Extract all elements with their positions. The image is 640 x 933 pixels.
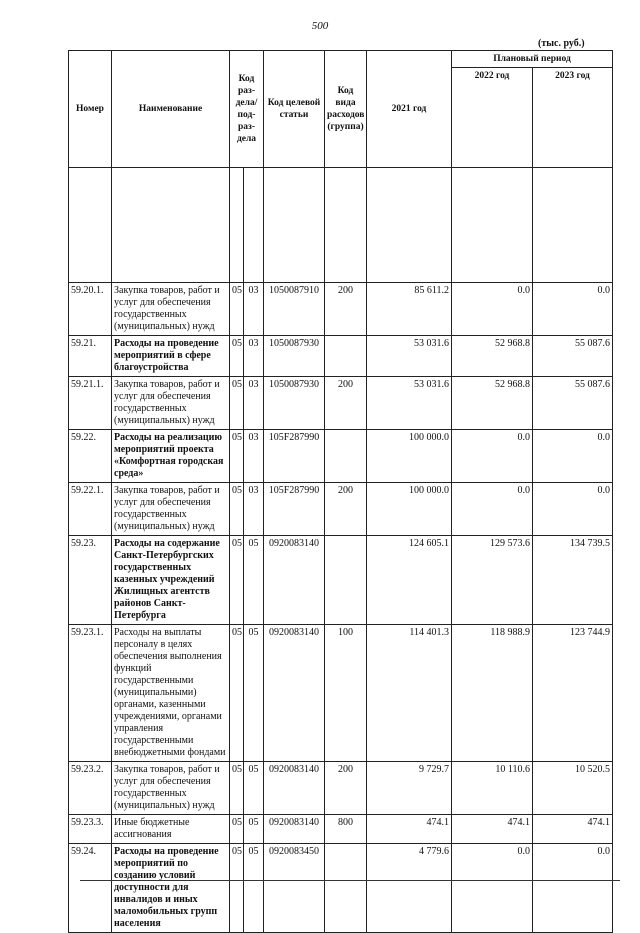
cell-2023: 0.0 xyxy=(533,483,613,536)
cell-article: 0920083140 xyxy=(264,536,325,625)
cell-article: 0920083140 xyxy=(264,762,325,815)
cell-2021: 9 729.7 xyxy=(367,762,452,815)
cell-article: 1050087930 xyxy=(264,336,325,377)
cell-section: 05 xyxy=(230,625,244,762)
table-header xyxy=(69,51,613,168)
table-row xyxy=(69,336,613,377)
cell-article: 0920083140 xyxy=(264,815,325,844)
cell-number: 59.23. xyxy=(69,536,112,625)
cell-expense-type xyxy=(325,536,367,625)
cell-2023: 123 744.9 xyxy=(533,625,613,762)
cell-2022: 52 968.8 xyxy=(452,377,533,430)
cell-2021: 53 031.6 xyxy=(367,377,452,430)
cell-name: Расходы на выплаты персоналу в целях обеспечения выполнения функций государственными (муниципальными) органами, казенными учреждениями, органами управления государственными внебюджетными фондами xyxy=(112,625,230,762)
header-name: Наименование xyxy=(112,51,230,168)
cell-2022: 0.0 xyxy=(452,844,533,933)
cell-name: Закупка товаров, работ и услуг для обеспечения государственных (муниципальных) нужд xyxy=(112,762,230,815)
table-row xyxy=(69,815,613,844)
cell-name: Закупка товаров, работ и услуг для обеспечения государственных (муниципальных) нужд xyxy=(112,483,230,536)
cell-2021: 124 605.1 xyxy=(367,536,452,625)
cell-2021: 114 401.3 xyxy=(367,625,452,762)
cell-number: 59.21.1. xyxy=(69,377,112,430)
cell-2021: 100 000.0 xyxy=(367,430,452,483)
cell-section: 05 xyxy=(230,815,244,844)
cell-section: 05 xyxy=(230,844,244,933)
cell-subsection: 03 xyxy=(244,377,264,430)
table-row xyxy=(69,625,613,762)
cell-article: 1050087930 xyxy=(264,377,325,430)
cell-name: Расходы на реализацию мероприятий проекта «Комфортная городская среда» xyxy=(112,430,230,483)
cell-2021: 100 000.0 xyxy=(367,483,452,536)
cell-2022: 474.1 xyxy=(452,815,533,844)
cell-article: 105F287990 xyxy=(264,483,325,536)
cell-name: Расходы на содержание Санкт-Петербургских государственных казенных учреждений Жилищных агентств районов Санкт-Петербурга xyxy=(112,536,230,625)
cell-article: 1050087910 xyxy=(264,283,325,336)
cell-name: Расходы на проведение мероприятий по созданию условий доступности для инвалидов и иных маломобильных групп населения xyxy=(112,844,230,933)
cell-section: 05 xyxy=(230,536,244,625)
table-row xyxy=(69,844,613,933)
table-row xyxy=(69,377,613,430)
cell-2022: 118 988.9 xyxy=(452,625,533,762)
cell-subsection: 05 xyxy=(244,625,264,762)
header-section: Код раз-дела/ под-раз-дела xyxy=(230,51,264,168)
cell-name: Закупка товаров, работ и услуг для обеспечения государственных (муниципальных) нужд xyxy=(112,377,230,430)
cell-section: 05 xyxy=(230,762,244,815)
cell-2021: 53 031.6 xyxy=(367,336,452,377)
cell-article: 105F287990 xyxy=(264,430,325,483)
cell-number: 59.23.1. xyxy=(69,625,112,762)
cell-2022: 52 968.8 xyxy=(452,336,533,377)
header-year-2021: 2021 год xyxy=(367,51,452,168)
cell-number: 59.24. xyxy=(69,844,112,933)
table-row xyxy=(69,483,613,536)
cell-name: Расходы на проведение мероприятий в сфере благоустройства xyxy=(112,336,230,377)
header-year-2023: 2023 год xyxy=(533,68,613,168)
cell-subsection: 05 xyxy=(244,844,264,933)
cell-subsection: 05 xyxy=(244,536,264,625)
cell-2022: 0.0 xyxy=(452,483,533,536)
cell-expense-type xyxy=(325,844,367,933)
cell-2022: 129 573.6 xyxy=(452,536,533,625)
cell-section: 05 xyxy=(230,336,244,377)
cell-expense-type: 100 xyxy=(325,625,367,762)
cell-subsection: 03 xyxy=(244,483,264,536)
table-body xyxy=(69,168,613,933)
cell-expense-type: 800 xyxy=(325,815,367,844)
cell-section: 05 xyxy=(230,483,244,536)
cell-name: Иные бюджетные ассигнования xyxy=(112,815,230,844)
cell-expense-type: 200 xyxy=(325,283,367,336)
cell-2023: 0.0 xyxy=(533,844,613,933)
cell-expense-type: 200 xyxy=(325,483,367,536)
cell-2023: 0.0 xyxy=(533,430,613,483)
cell-number: 59.22. xyxy=(69,430,112,483)
cell-number: 59.21. xyxy=(69,336,112,377)
table-row xyxy=(69,283,613,336)
cell-article: 0920083140 xyxy=(264,625,325,762)
bottom-rule xyxy=(80,880,620,881)
cell-section: 05 xyxy=(230,430,244,483)
table-row xyxy=(69,430,613,483)
table-row xyxy=(69,536,613,625)
cell-subsection: 03 xyxy=(244,336,264,377)
blank-row xyxy=(69,168,613,283)
cell-number: 59.20.1. xyxy=(69,283,112,336)
budget-table xyxy=(68,50,613,933)
unit-note: (тыс. руб.) xyxy=(538,38,585,49)
header-article: Код целевой статьи xyxy=(264,51,325,168)
cell-subsection: 03 xyxy=(244,283,264,336)
cell-name: Закупка товаров, работ и услуг для обеспечения государственных (муниципальных) нужд xyxy=(112,283,230,336)
cell-subsection: 05 xyxy=(244,762,264,815)
cell-2021: 85 611.2 xyxy=(367,283,452,336)
cell-2023: 0.0 xyxy=(533,283,613,336)
cell-2022: 10 110.6 xyxy=(452,762,533,815)
cell-article: 0920083450 xyxy=(264,844,325,933)
header-year-2022: 2022 год xyxy=(452,68,533,168)
cell-2021: 474.1 xyxy=(367,815,452,844)
cell-expense-type xyxy=(325,336,367,377)
cell-2023: 474.1 xyxy=(533,815,613,844)
cell-number: 59.23.2. xyxy=(69,762,112,815)
table-row xyxy=(69,762,613,815)
cell-number: 59.23.3. xyxy=(69,815,112,844)
cell-2023: 55 087.6 xyxy=(533,336,613,377)
cell-number: 59.22.1. xyxy=(69,483,112,536)
cell-expense-type xyxy=(325,430,367,483)
cell-subsection: 03 xyxy=(244,430,264,483)
header-planning-period: Плановый период xyxy=(452,51,613,68)
cell-2021: 4 779.6 xyxy=(367,844,452,933)
cell-2022: 0.0 xyxy=(452,430,533,483)
page-number: 500 xyxy=(311,20,329,32)
cell-expense-type: 200 xyxy=(325,377,367,430)
cell-2023: 55 087.6 xyxy=(533,377,613,430)
cell-section: 05 xyxy=(230,283,244,336)
header-number: Номер xyxy=(69,51,112,168)
cell-expense-type: 200 xyxy=(325,762,367,815)
cell-section: 05 xyxy=(230,377,244,430)
cell-subsection: 05 xyxy=(244,815,264,844)
header-expense-type: Код вида расходов (группа) xyxy=(325,51,367,168)
cell-2022: 0.0 xyxy=(452,283,533,336)
cell-2023: 134 739.5 xyxy=(533,536,613,625)
cell-2023: 10 520.5 xyxy=(533,762,613,815)
